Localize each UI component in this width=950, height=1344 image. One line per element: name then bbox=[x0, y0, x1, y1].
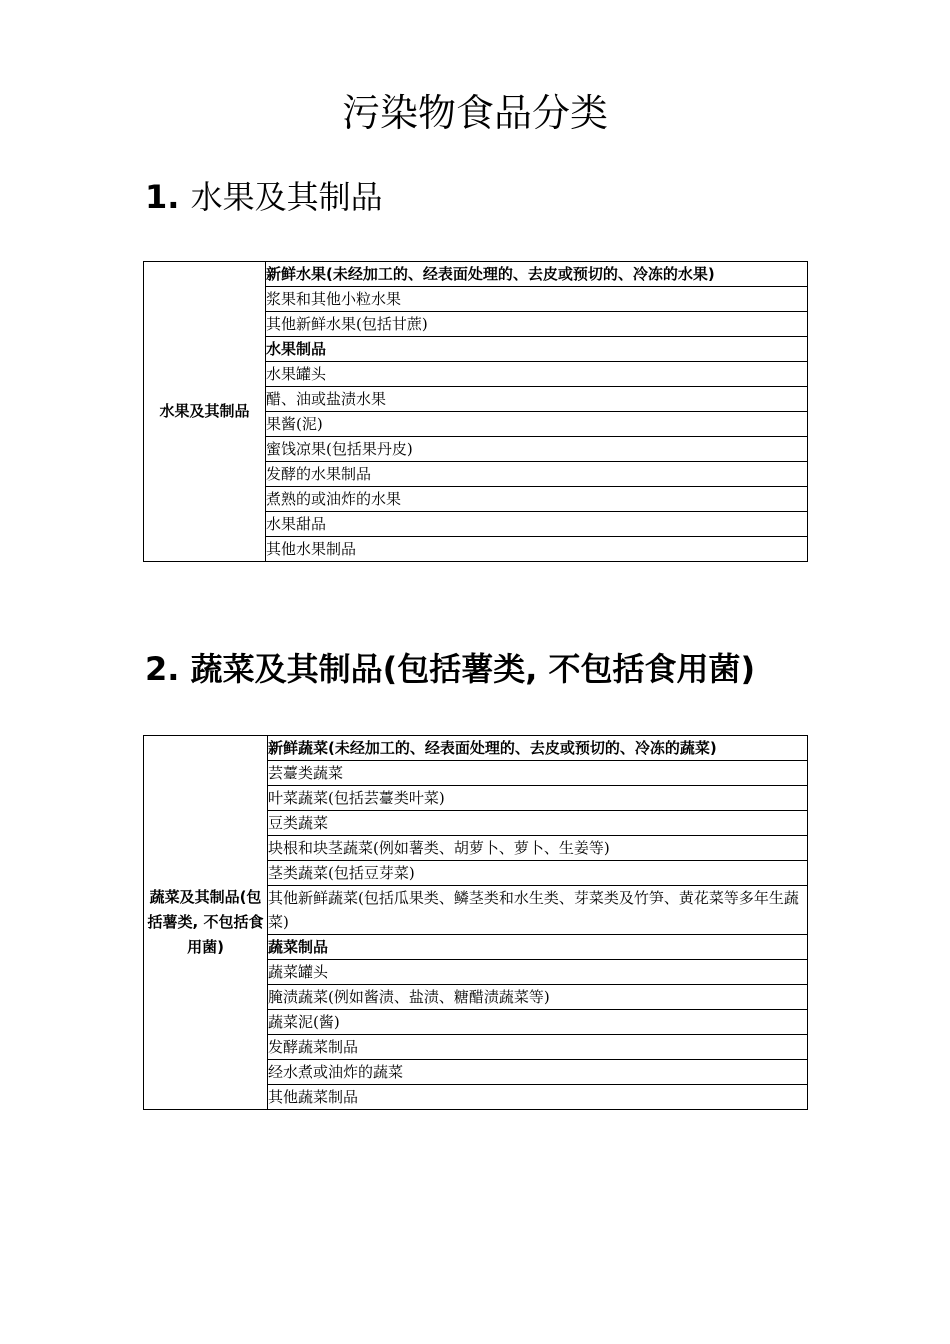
category-label: 水果及其制品 bbox=[144, 262, 266, 562]
subcategory-item: 醋、油或盐渍水果 bbox=[266, 387, 808, 412]
section-title: 蔬菜及其制品(包括薯类, 不包括食用菌) bbox=[190, 650, 756, 688]
subcategory-header: 蔬菜制品 bbox=[268, 935, 808, 960]
subcategory-item: 叶菜蔬菜(包括芸薹类叶菜) bbox=[268, 786, 808, 811]
subcategory-item: 经水煮或油炸的蔬菜 bbox=[268, 1060, 808, 1085]
subcategory-item: 煮熟的或油炸的水果 bbox=[266, 487, 808, 512]
section-2-heading bbox=[145, 644, 755, 690]
subcategory-item: 蔬菜泥(酱) bbox=[268, 1010, 808, 1035]
subcategory-item: 发酵蔬菜制品 bbox=[268, 1035, 808, 1060]
subcategory-item: 蜜饯凉果(包括果丹皮) bbox=[266, 437, 808, 462]
page-title: 污染物食品分类 bbox=[341, 91, 608, 135]
subcategory-item: 浆果和其他小粒水果 bbox=[266, 287, 808, 312]
table-row bbox=[144, 736, 808, 761]
subcategory-header: 新鲜水果(未经加工的、经表面处理的、去皮或预切的、冷冻的水果) bbox=[266, 262, 808, 287]
subcategory-item: 其他新鲜蔬菜(包括瓜果类、鳞茎类和水生类、芽菜类及竹笋、黄花菜等多年生蔬菜) bbox=[268, 886, 808, 935]
subcategory-item: 果酱(泥) bbox=[266, 412, 808, 437]
subcategory-item: 水果罐头 bbox=[266, 362, 808, 387]
subcategory-header: 新鲜蔬菜(未经加工的、经表面处理的、去皮或预切的、冷冻的蔬菜) bbox=[268, 736, 808, 761]
subcategory-item: 其他蔬菜制品 bbox=[268, 1085, 808, 1110]
subcategory-item: 其他水果制品 bbox=[266, 537, 808, 562]
subcategory-item: 腌渍蔬菜(例如酱渍、盐渍、糖醋渍蔬菜等) bbox=[268, 985, 808, 1010]
subcategory-item: 芸薹类蔬菜 bbox=[268, 761, 808, 786]
subcategory-item: 豆类蔬菜 bbox=[268, 811, 808, 836]
section-number: 2. bbox=[145, 650, 180, 688]
section-1-heading bbox=[145, 172, 383, 218]
fruit-category-table bbox=[143, 261, 808, 562]
subcategory-item: 块根和块茎蔬菜(例如薯类、胡萝卜、萝卜、生姜等) bbox=[268, 836, 808, 861]
vegetable-category-table bbox=[143, 735, 808, 1110]
subcategory-item: 其他新鲜水果(包括甘蔗) bbox=[266, 312, 808, 337]
subcategory-item: 水果甜品 bbox=[266, 512, 808, 537]
table-row bbox=[144, 262, 808, 287]
subcategory-header: 水果制品 bbox=[266, 337, 808, 362]
category-label: 蔬菜及其制品(包括薯类, 不包括食用菌) bbox=[144, 736, 268, 1110]
section-title: 水果及其制品 bbox=[190, 178, 383, 216]
subcategory-item: 茎类蔬菜(包括豆芽菜) bbox=[268, 861, 808, 886]
subcategory-item: 蔬菜罐头 bbox=[268, 960, 808, 985]
section-number: 1. bbox=[145, 178, 180, 216]
subcategory-item: 发酵的水果制品 bbox=[266, 462, 808, 487]
